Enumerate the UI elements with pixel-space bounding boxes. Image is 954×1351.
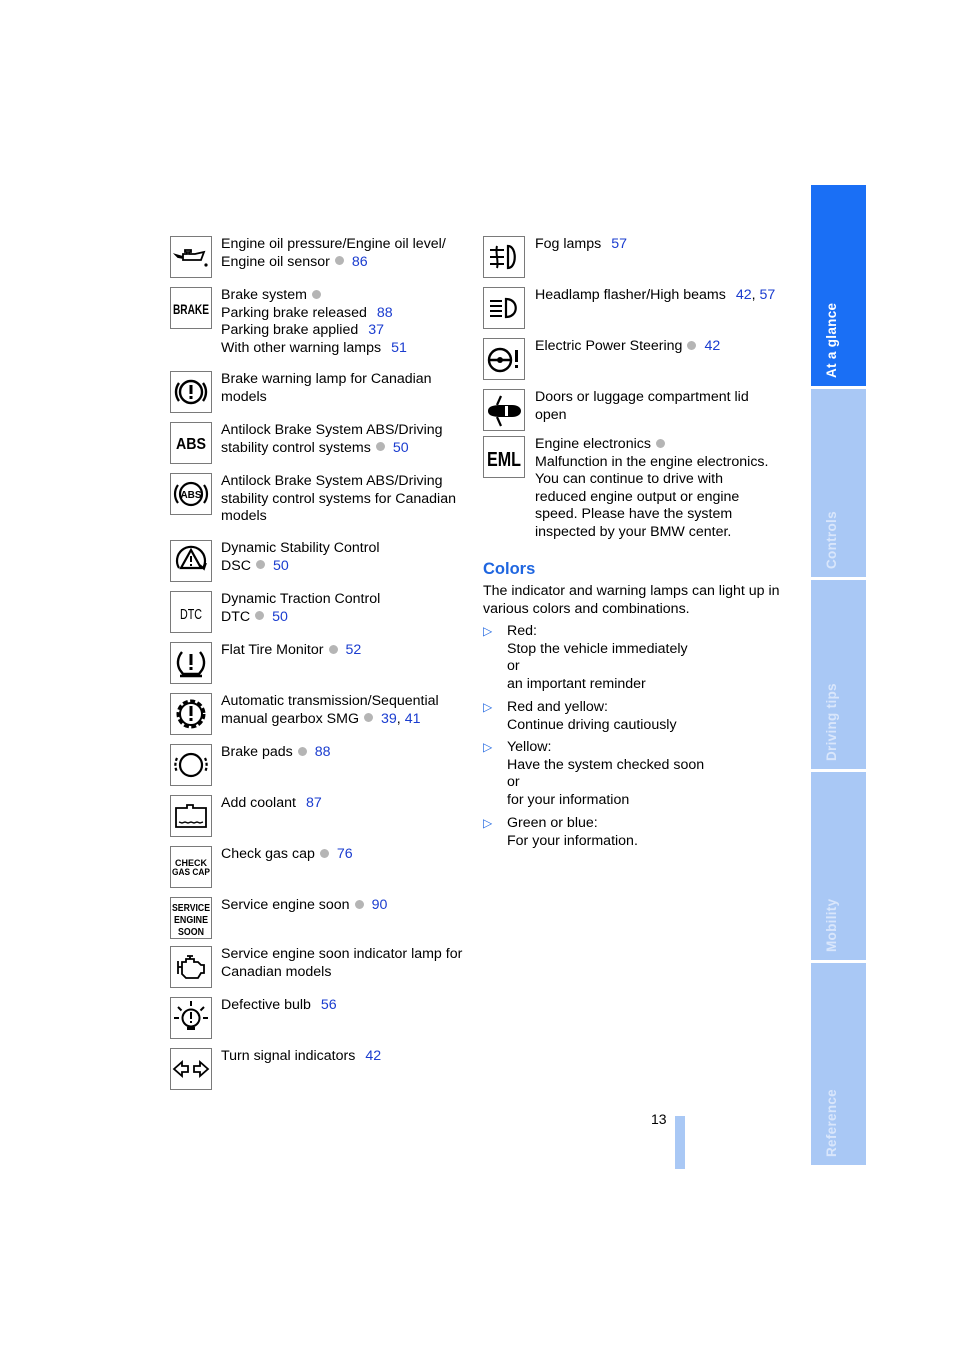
line: Parking brake applied 37 [221,322,385,339]
engine-outline-icon [170,946,212,988]
status-dot [335,256,344,265]
status-dot [687,341,696,350]
eml-icon-text: EML [487,449,521,471]
eml-text-icon [483,436,525,478]
triangle-bullet-icon: ▷ [483,816,493,830]
abs-text-icon [170,422,212,464]
fog-lamp-icon [483,236,525,278]
high-beam-icon [483,287,525,329]
page-ref[interactable]: 50 [392,439,409,456]
defective-bulb-icon [170,997,212,1039]
page-number-bar [675,1116,685,1169]
page-ref[interactable]: 41 [404,710,421,727]
dtc-text-icon [170,591,212,633]
status-dot [256,560,265,569]
status-dot [364,713,373,722]
line: Headlamp flasher/High beams 42, 57 [535,287,776,303]
triangle-bullet-icon: ▷ [483,740,493,754]
status-dot [312,290,321,299]
brake-circle-exclamation-icon [170,371,212,413]
side-tab-driving-tips[interactable]: Driving tips [811,580,866,769]
line: Antilock Brake System ABS/Driving [221,422,443,438]
triangle-bullet-icon: ▷ [483,700,493,714]
page-ref[interactable]: 52 [345,642,362,658]
line: DSC 50 [221,557,289,574]
page-ref[interactable]: 76 [336,846,353,862]
line: Service engine soon 90 [221,897,388,913]
line: reduced engine output or engine [535,488,740,505]
dsc-triangle-icon [170,540,212,582]
status-dot [298,747,307,756]
brake-text-icon [170,287,212,329]
page-ref[interactable]: 42 [735,287,752,303]
line: stability control systems for Canadian [221,490,456,507]
side-tab-mobility[interactable]: Mobility [811,772,866,960]
page-ref[interactable]: 39 [381,710,397,727]
line: open [535,406,567,423]
status-dot [355,900,364,909]
gas-cap-icon-text: CHECK [174,858,208,868]
page-ref[interactable]: 42 [704,338,721,354]
line: Brake system [221,287,471,305]
page-ref[interactable]: 56 [320,997,337,1013]
flat-tire-icon [170,642,212,684]
line: Engine oil sensor 86 [221,253,368,270]
line: Add coolant 87 [221,795,322,811]
status-dot [320,849,329,858]
service-icon-text: SERVICE [172,903,211,914]
page-number: 13 [651,1111,667,1127]
steering-wheel-exclamation-icon [483,338,525,380]
abs-icon-text: ABS [176,436,207,453]
line: models [221,388,267,405]
brake-pads-icon [170,744,212,786]
side-tab-reference[interactable]: Reference [811,963,866,1165]
status-dot [656,439,665,448]
line: Brake pads 88 [221,744,331,760]
page-ref[interactable]: 42 [365,1048,382,1064]
line: Automatic transmission/Sequential [221,693,439,709]
line: Malfunction in the engine electronics. [535,453,769,470]
page-ref[interactable]: 86 [351,253,368,270]
line: Dynamic Traction Control [221,591,381,607]
page-ref[interactable]: 87 [305,795,322,811]
page-ref[interactable]: 37 [368,322,385,339]
line: Defective bulb 56 [221,997,337,1013]
service-icon-text: SOON [178,927,204,938]
line: speed. Please have the system [535,506,733,523]
check-gas-cap-icon [170,846,212,888]
service-icon-text: ENGINE [174,915,209,926]
line: Turn signal indicators 42 [221,1048,382,1064]
line: Engine electronics [535,436,785,454]
gas-cap-icon-text: GAS CAP [172,867,210,877]
line: Engine oil pressure/Engine oil level/ [221,236,446,252]
line: manual gearbox SMG 39, 41 [221,710,421,727]
side-tab-controls[interactable]: Controls [811,389,866,577]
page-ref[interactable]: 88 [376,304,393,321]
triangle-bullet-icon: ▷ [483,624,493,638]
colors-intro: The indicator and warning lamps can light up in various colors and combinations. [483,583,780,617]
coolant-tank-icon [170,795,212,837]
line: You can continue to drive with [535,471,723,488]
page-ref[interactable]: 50 [272,608,288,625]
dtc-icon-text: DTC [180,606,203,623]
service-engine-soon-icon [170,897,212,939]
line: Flat Tire Monitor 52 [221,642,362,658]
line: models [221,508,267,525]
page-ref[interactable]: 51 [391,339,407,356]
abs-circle-icon-text: ABS [180,490,202,501]
brake-icon-text: BRAKE [173,301,209,317]
line: Doors or luggage compartment lid [535,389,749,405]
status-dot [376,442,385,451]
page-ref[interactable]: 57 [759,287,776,303]
colors-heading: Colors [483,560,536,578]
line: Fog lamps 57 [535,236,628,252]
status-dot [329,645,338,654]
page-ref[interactable]: 88 [314,744,331,760]
line: Dynamic Stability Control [221,540,380,556]
line: Check gas cap 76 [221,846,353,862]
line: Canadian models [221,963,332,980]
line: DTC 50 [221,608,288,625]
side-tab-at-a-glance[interactable]: At a glance [811,185,866,386]
line: Antilock Brake System ABS/Driving [221,473,443,489]
line: Electric Power Steering 42 [535,338,721,354]
car-doors-open-icon [483,389,525,431]
line: stability control systems 50 [221,439,409,456]
oil-can-icon [170,236,212,278]
page-ref[interactable]: 90 [371,897,388,913]
line: Brake warning lamp for Canadian [221,371,432,387]
line: Service engine soon indicator lamp for [221,946,463,962]
turn-signal-icon [170,1048,212,1090]
line: With other warning lamps 51 [221,339,407,356]
page-ref[interactable]: 57 [611,236,628,252]
status-dot [255,611,264,620]
gear-exclamation-icon [170,693,212,735]
abs-circle-icon [170,473,212,515]
page-ref[interactable]: 50 [272,557,289,574]
line: inspected by your BMW center. [535,523,732,540]
line: Parking brake released 88 [221,304,393,321]
